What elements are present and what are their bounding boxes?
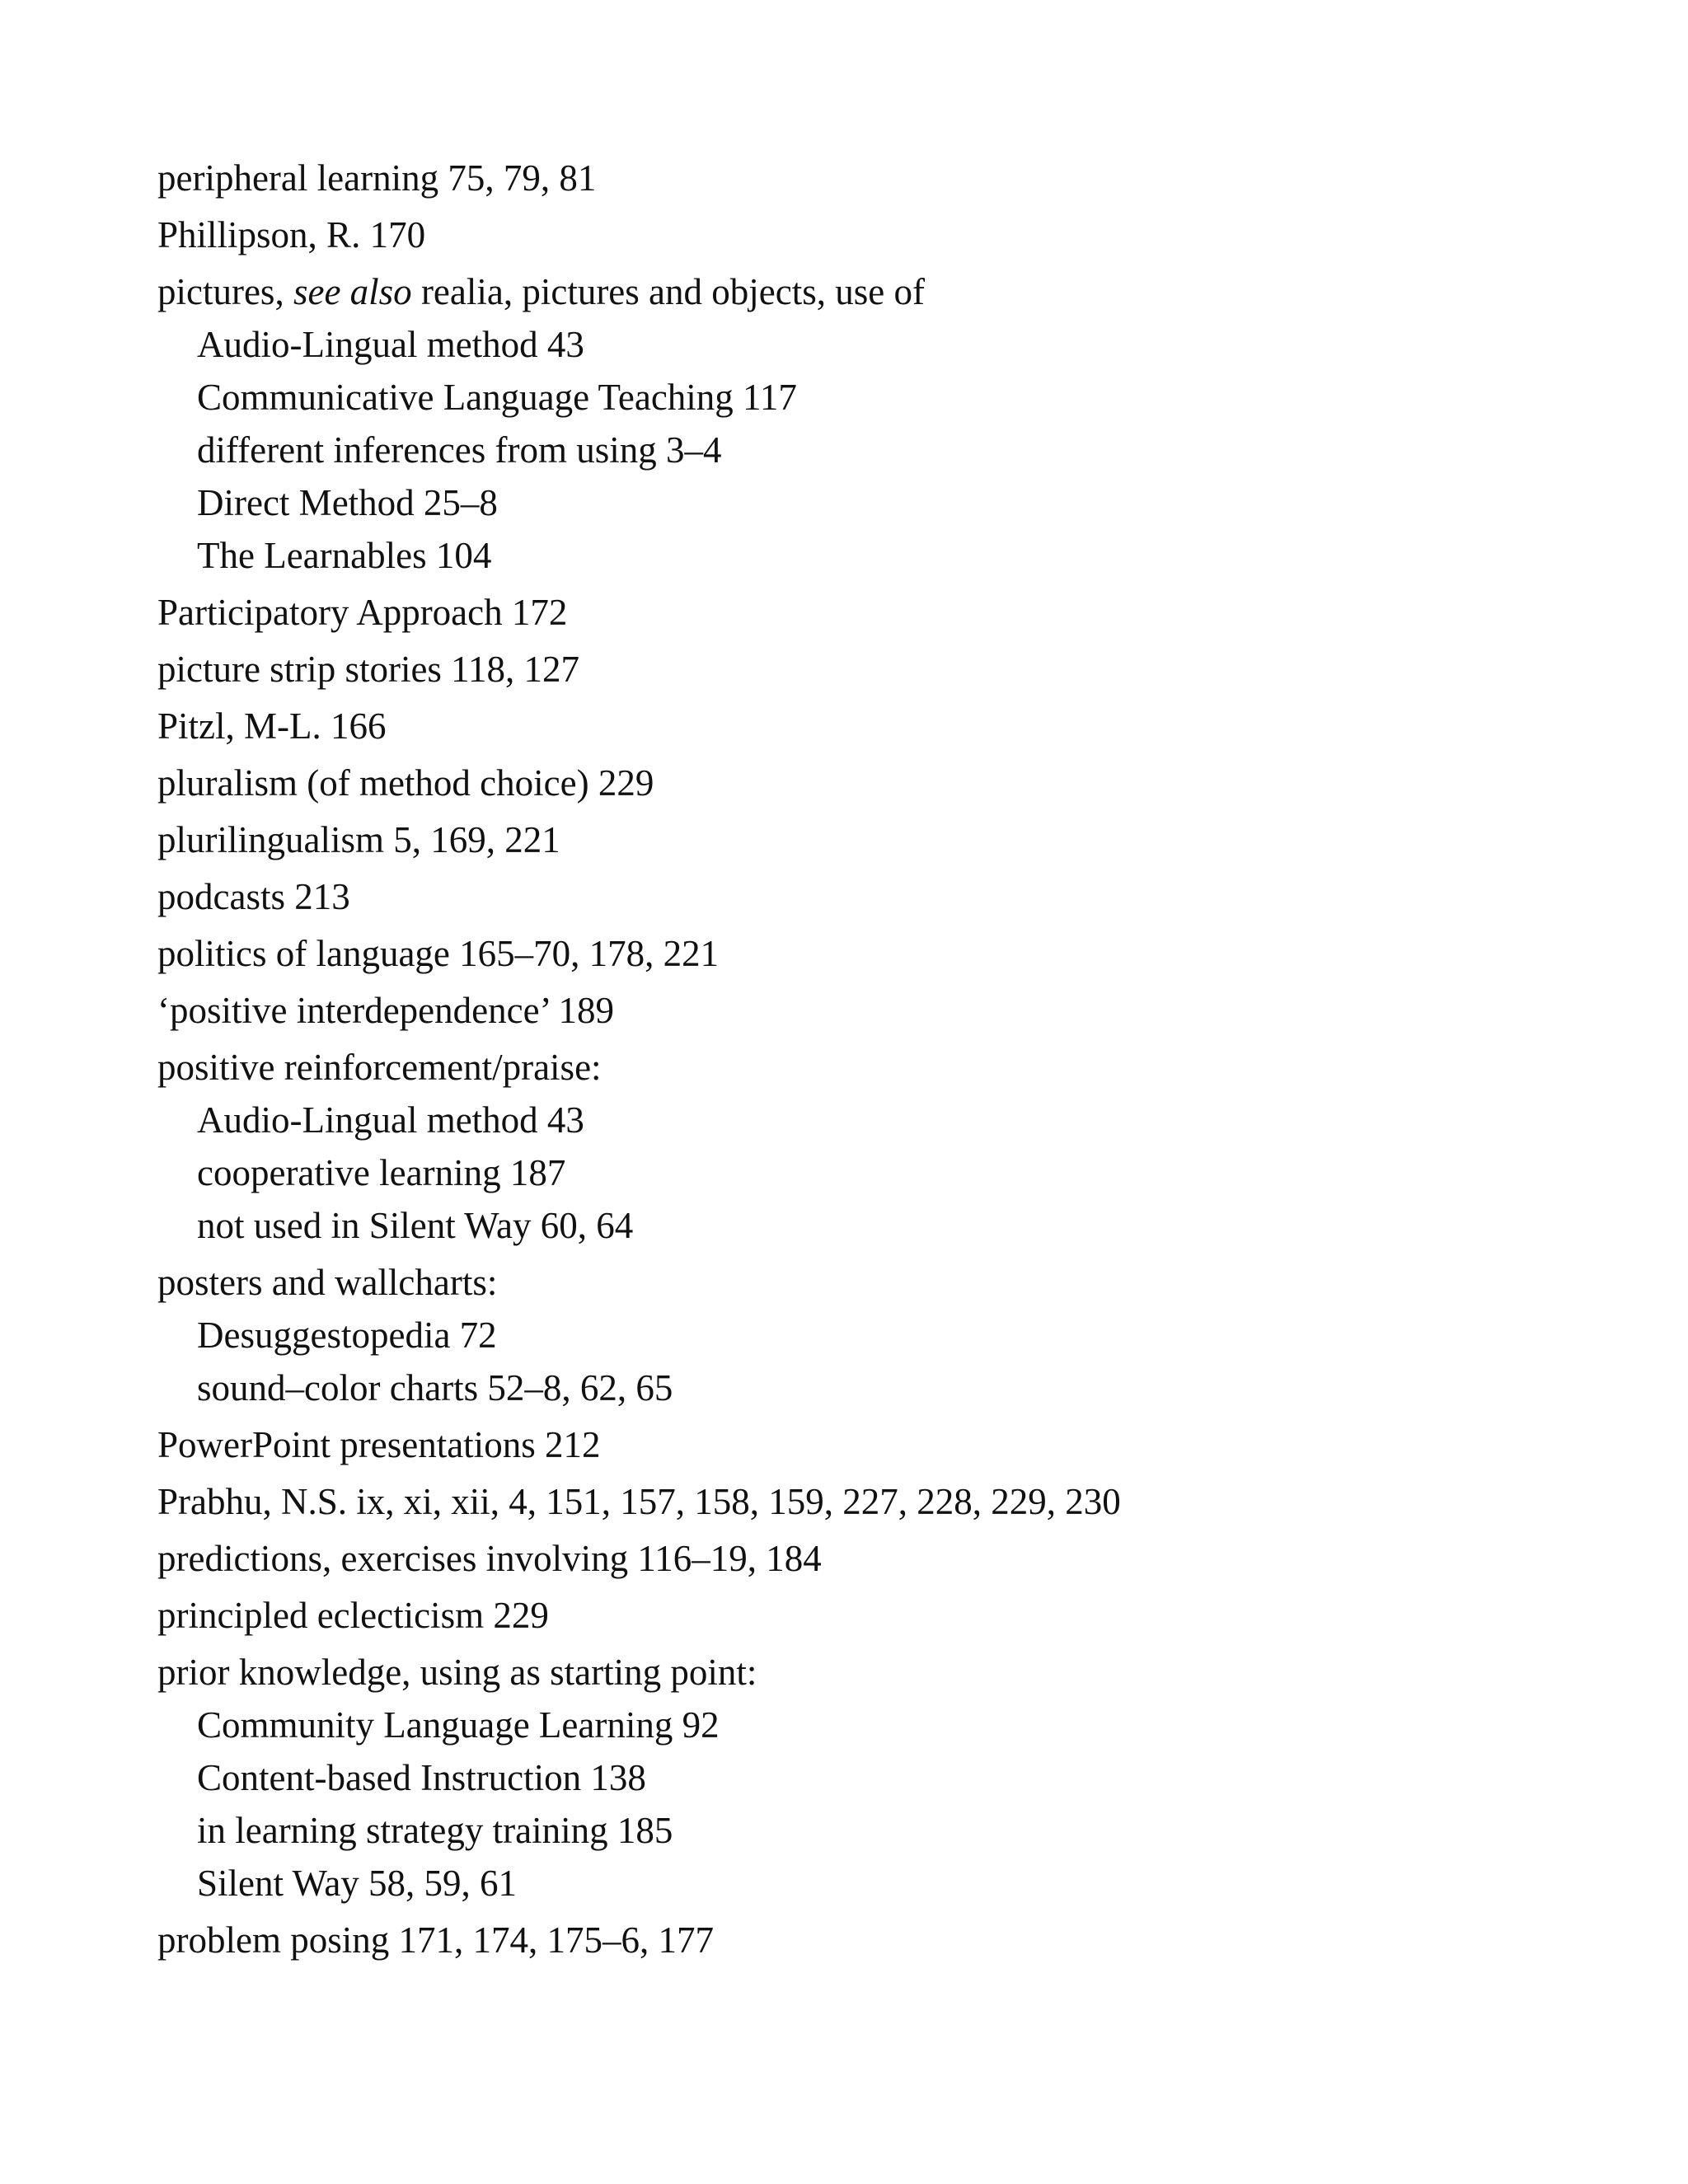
- index-entry-prabhu: Prabhu, N.S. ix, xi, xii, 4, 151, 157, 158, 159, 227, 228, 229, 230: [157, 1481, 1121, 1522]
- see-also-label: see also: [293, 271, 412, 312]
- index-entry-principled-eclecticism: principled eclecticism 229: [157, 1595, 549, 1636]
- index-entry-pluralism: pluralism (of method choice) 229: [157, 762, 654, 804]
- index-entry-pictures-crossref: realia, pictures and objects, use of: [411, 271, 925, 312]
- index-subentry-cbi: Content-based Instruction 138: [197, 1757, 646, 1798]
- index-entry-podcasts: podcasts 213: [157, 876, 350, 917]
- index-subentry-different-inferences: different inferences from using 3–4: [197, 429, 722, 471]
- index-subentry-audio-lingual: Audio-Lingual method 43: [197, 324, 584, 365]
- index-subentry-sound-color-charts: sound–color charts 52–8, 62, 65: [197, 1367, 673, 1408]
- index-entry-predictions: predictions, exercises involving 116–19, 184: [157, 1538, 822, 1579]
- index-entry-politics-of-language: politics of language 165–70, 178, 221: [157, 933, 720, 974]
- index-entry-phillipson: Phillipson, R. 170: [157, 214, 426, 255]
- index-subentry-silent-way-not-used: not used in Silent Way 60, 64: [197, 1205, 634, 1246]
- index-entry-problem-posing: problem posing 171, 174, 175–6, 177: [157, 1919, 714, 1961]
- index-entry-prior-knowledge: prior knowledge, using as starting point:: [157, 1652, 757, 1693]
- index-subentry-direct-method: Direct Method 25–8: [197, 482, 498, 523]
- index-entry-pictures: [157, 269, 925, 315]
- index-entry-positive-interdependence: ‘positive interdependence’ 189: [157, 990, 614, 1031]
- index-subentry-silent-way: Silent Way 58, 59, 61: [197, 1863, 518, 1904]
- index-subentry-learnables: The Learnables 104: [197, 535, 492, 576]
- index-entry-powerpoint: PowerPoint presentations 212: [157, 1424, 601, 1465]
- index-entry-plurilingualism: plurilingualism 5, 169, 221: [157, 819, 560, 860]
- index-entry-positive-reinforcement: positive reinforcement/praise:: [157, 1047, 602, 1088]
- index-entry-peripheral-learning: peripheral learning 75, 79, 81: [157, 157, 597, 199]
- index-subentry-desuggestopedia: Desuggestopedia 72: [197, 1315, 497, 1356]
- index-subentry-cll: Community Language Learning 92: [197, 1704, 720, 1746]
- index-entry-picture-strip-stories: picture strip stories 118, 127: [157, 649, 580, 690]
- index-subentry-audio-lingual-2: Audio-Lingual method 43: [197, 1099, 584, 1141]
- index-entry-posters-wallcharts: posters and wallcharts:: [157, 1262, 498, 1303]
- index-subentry-cooperative-learning: cooperative learning 187: [197, 1152, 566, 1193]
- index-entry-pitzl: Pitzl, M-L. 166: [157, 705, 387, 747]
- index-entry-pictures-head: pictures,: [157, 271, 293, 312]
- index-entry-participatory-approach: Participatory Approach 172: [157, 592, 568, 633]
- index-subentry-clt: Communicative Language Teaching 117: [197, 377, 797, 418]
- index-subentry-learning-strategy: in learning strategy training 185: [197, 1810, 673, 1851]
